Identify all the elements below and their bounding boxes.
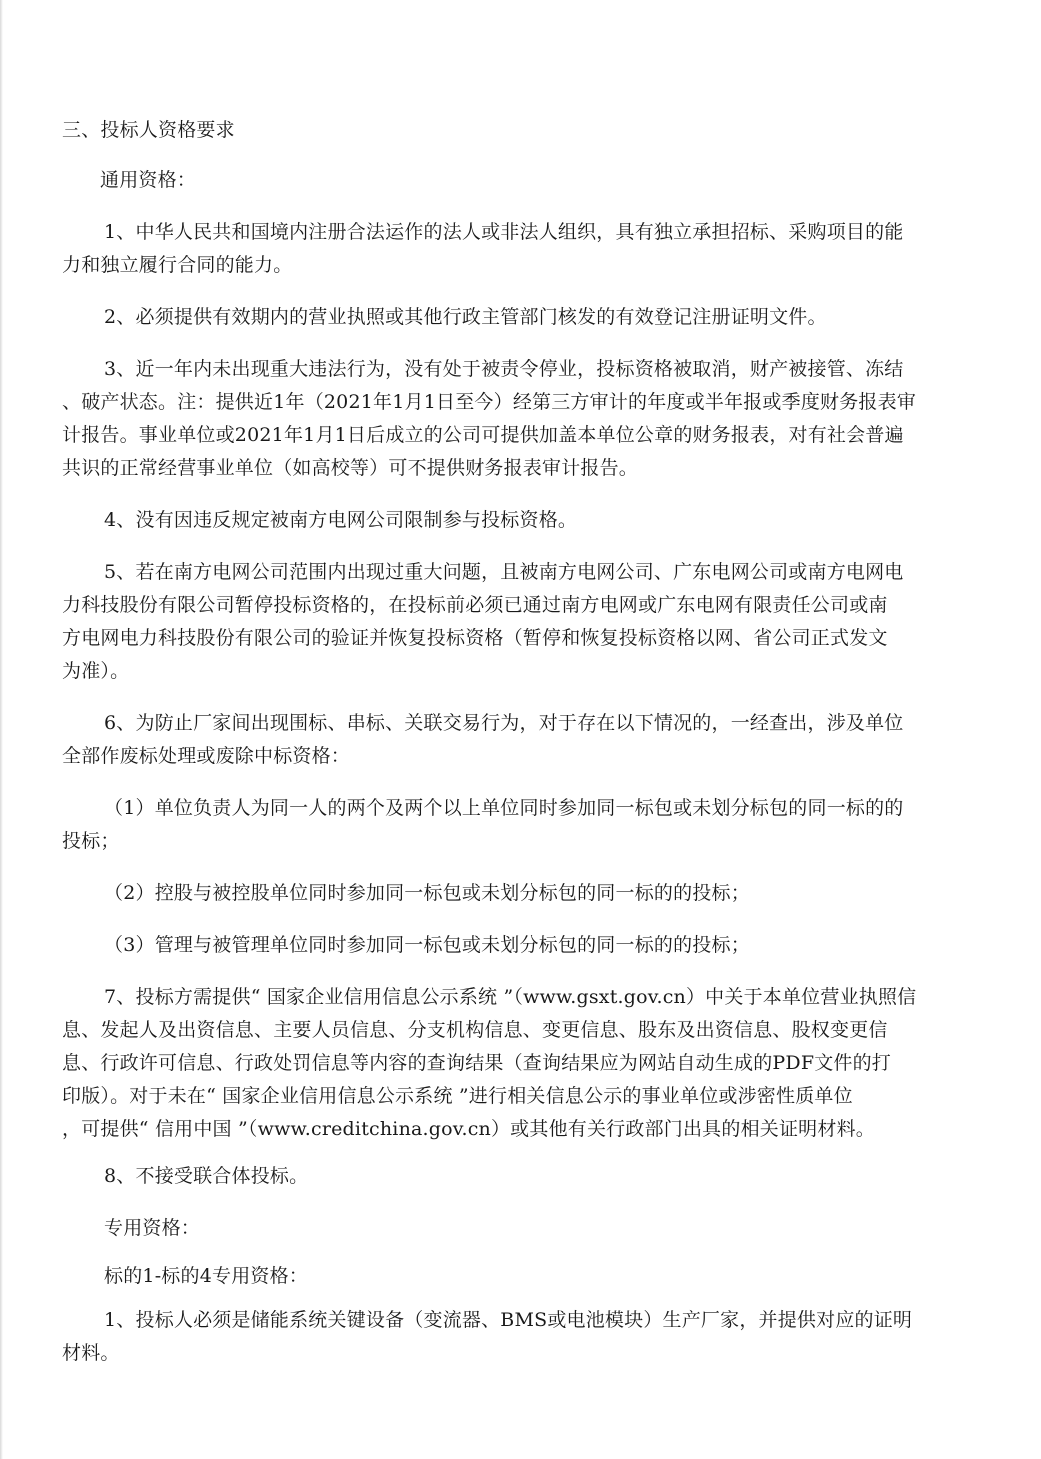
item-6-sub-3-line-1: （3）管理与被管理单位同时参加同一标包或未划分标包的同一标的的投标； [104,934,750,956]
item-6-sub-1-line-2: 投标； [62,830,120,852]
item-6-line-2: 全部作废标处理或废除中标资格： [62,745,351,767]
item-6-sub-1-line-1: （1）单位负责人为同一人的两个及两个以上单位同时参加同一标包或未划分标包的同一标的的 [104,797,904,819]
item-5-line-2: 力科技股份有限公司暂停投标资格的，在投标前必须已通过南方电网或广东电网有限责任公司或南 [62,594,888,616]
general-qualifications-label: 通用资格： [100,169,197,191]
special-item-1-line-2: 材料。 [62,1342,120,1364]
item-3-line-4: 共识的正常经营事业单位（如高校等）可不提供财务报表审计报告。 [62,457,639,479]
special-qualifications-label: 专用资格： [104,1217,201,1239]
item-7-line-1: 7、投标方需提供“ 国家企业信用信息公示系统 ”（www.gsxt.gov.cn）中关于本单位营业执照信 [104,986,917,1008]
section-heading: 三、投标人资格要求 [62,119,235,141]
item-3-line-2: 、破产状态。注：提供近1年（2021年1月1日至今）经第三方审计的年度或半年报或季度财务报表审 [62,391,917,413]
item-3-line-1: 3、近一年内未出现重大违法行为，没有处于被责令停业，投标资格被取消，财产被接管、冻结 [104,358,904,380]
item-7-line-4: 印版）。对于未在“ 国家企业信用信息公示系统 ”进行相关信息公示的事业单位或涉密性质单位 [62,1085,853,1107]
item-5-line-3: 方电网电力科技股份有限公司的验证并恢复投标资格（暂停和恢复投标资格以网、省公司正式发文 [62,627,888,649]
item-5-line-4: 为准）。 [62,660,130,682]
special-item-1-line-1: 1、投标人必须是储能系统关键设备（变流器、BMS或电池模块）生产厂家，并提供对应的证明 [104,1309,913,1331]
item-6-line-1: 6、为防止厂家间出现围标、串标、关联交易行为，对于存在以下情况的，一经查出，涉及单位 [104,712,904,734]
item-4-line-1: 4、没有因违反规定被南方电网公司限制参与投标资格。 [104,509,578,531]
item-7-line-2: 息、发起人及出资信息、主要人员信息、分支机构信息、变更信息、股东及出资信息、股权变更信 [62,1019,888,1041]
page-edge-shadow [0,0,3,1459]
item-3-line-3: 计报告。事业单位或2021年1月1日后成立的公司可提供加盖本单位公章的财务报表，对有社会普遍 [62,424,904,446]
item-2-line-1: 2、必须提供有效期内的营业执照或其他行政主管部门核发的有效登记注册证明文件。 [104,306,827,328]
item-7-line-5: ，可提供“ 信用中国 ”（www.creditchina.gov.cn）或其他有关行政部门出具的相关证明材料。 [62,1118,875,1140]
item-6-sub-2-line-1: （2）控股与被控股单位同时参加同一标包或未划分标包的同一标的的投标； [104,882,750,904]
item-5-line-1: 5、若在南方电网公司范围内出现过重大问题，且被南方电网公司、广东电网公司或南方电网电 [104,561,904,583]
item-1-line-1: 1、中华人民共和国境内注册合法运作的法人或非法人组织，具有独立承担招标、采购项目的能 [104,221,904,243]
lot-qualifications-label: 标的1-标的4专用资格： [104,1265,308,1287]
item-1-line-2: 力和独立履行合同的能力。 [62,254,293,276]
item-8-line-1: 8、不接受联合体投标。 [104,1165,309,1187]
item-7-line-3: 息、行政许可信息、行政处罚信息等内容的查询结果（查询结果应为网站自动生成的PDF文件的打 [62,1052,892,1074]
